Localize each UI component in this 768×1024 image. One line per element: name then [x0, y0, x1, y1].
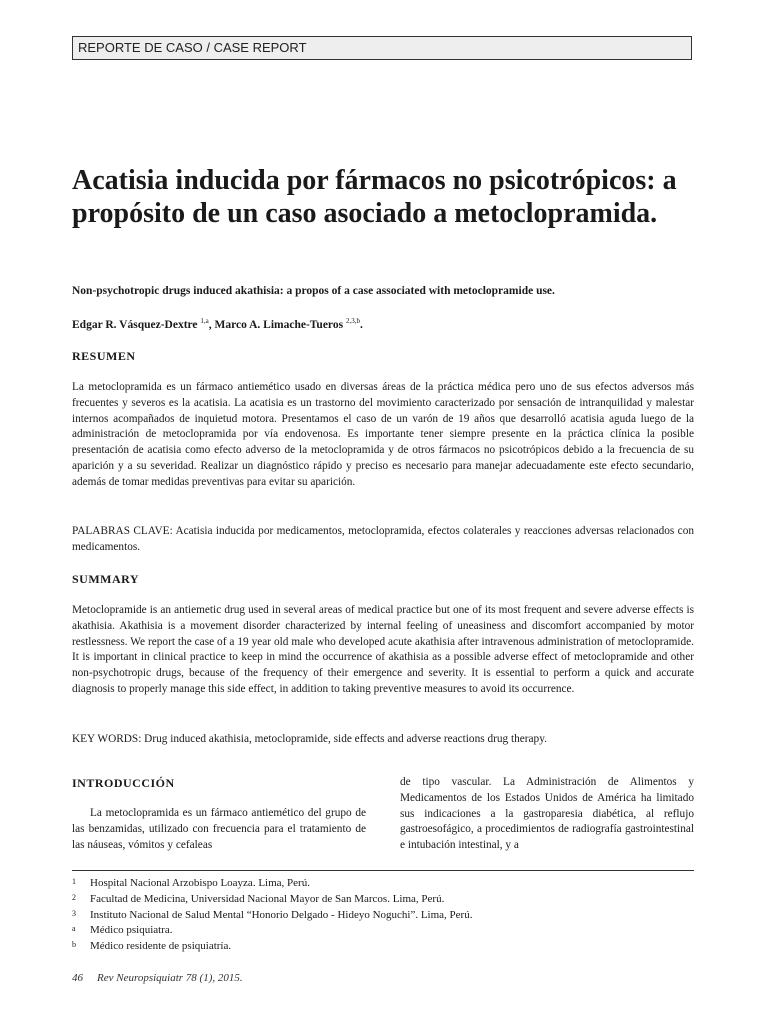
journal-citation: Rev Neuropsiquiatr 78 (1), 2015.	[97, 972, 243, 984]
footnote-mark: 2	[72, 892, 76, 902]
footnote-mark: a	[72, 924, 76, 934]
english-subtitle: Non-psychotropic drugs induced akathisia: a propos of a case associated with metoclopramide use.	[72, 285, 555, 297]
author-list	[72, 317, 702, 331]
affiliation-marker: 1,a	[200, 317, 209, 325]
page-number: 46	[72, 972, 83, 984]
footnote-text: Instituto Nacional de Salud Mental “Honorio Delgado - Hideyo Noguchi”. Lima, Perú.	[90, 908, 473, 921]
footnote-text: Médico residente de psiquiatría.	[90, 940, 232, 953]
resumen-text: La metoclopramida es un fármaco antiemético usado en diversas áreas de la práctica médica pero uno de sus efectos adversos más frecuentes y severos es la acatisia. La acatisia es un trastorno del movimiento caracterizado por sensación de intranquilidad y malestar internos acompañados de inquietud motora. Presentamos el caso de un varón de 19 años que desarrolló acatisia aguda luego de la administración de metoclopramida por vía endovenosa. Es importante tener siempre presente en la práctica clínica la posible presentación de acatisia como efecto adverso de la metoclopramida y de otros fármacos no psicotrópicos debido a la frecuencia de su aparición y a su severidad. Realizar un diagnóstico rápido y preciso es necesario para manejar adecuadamente este efecto secundario, además de tomar medidas preventivas para evitar su aparición.	[72, 381, 694, 488]
footnote-item	[72, 908, 694, 924]
article-title: Acatisia inducida por fármacos no psicotrópicos: a propósito de un caso asociado a metoclopramida.	[72, 165, 677, 229]
summary-text: Metoclopramide is an antiemetic drug used in several areas of medical practice but one of its most frequent and severe adverse effects is akathisia. Akathisia is a movement disorder characterized by internal feeling of uneasiness and discomfort accompanied by motor restlessness. We report the case of a 19 year old male who developed acute akathisia after intravenous administration of metoclopramide. It is important in clinical practice to keep in mind the occurrence of akathisia as a possible adverse effect of metoclopramide and other non-psychotropic drugs, because of the frequency of their emergence and severity. It is essential to perform a quick and accurate diagnosis to properly manage this side effect, in addition to taking preventive measures to avoid its occurrence.	[72, 604, 694, 695]
key-words: KEY WORDS: Drug induced akathisia, metoclopramide, side effects and adverse reactions drug therapy.	[72, 733, 547, 745]
footnote-text: Médico psiquiatra.	[90, 924, 173, 937]
author-list-end: .	[359, 318, 363, 331]
affiliation-marker: 2,3,b	[345, 317, 360, 325]
footnote-divider	[72, 870, 694, 871]
footnotes	[72, 876, 694, 955]
footnote-mark: b	[72, 940, 76, 950]
footnote-mark: 1	[72, 877, 76, 886]
footnote-mark: 3	[72, 908, 76, 918]
summary-heading: SUMMARY	[72, 572, 140, 586]
footnote-item	[72, 876, 694, 892]
footnote-text: Facultad de Medicina, Universidad Nacional Mayor de San Marcos. Lima, Perú.	[90, 892, 445, 905]
footnote-item	[72, 923, 694, 939]
introduccion-column-2: de tipo vascular. La Administración de Alimentos y Medicamentos de los Estados Unidos de América ha limitado sus indicaciones a la gastroparesia diabética, al reflujo gastroesofágico, a procedimientos de radiografía gastrointestinal e intubación intestinal, y a	[400, 776, 694, 852]
page-footer	[72, 972, 243, 984]
author-name: Edgar R. Vásquez-Dextre	[72, 318, 198, 331]
resumen-heading: RESUMEN	[72, 349, 136, 363]
author-name: Marco A. Limache-Tueros	[214, 318, 344, 331]
section-label: REPORTE DE CASO / CASE REPORT	[72, 36, 692, 60]
author-separator: ,	[208, 318, 215, 331]
palabras-clave: PALABRAS CLAVE: Acatisia inducida por medicamentos, metoclopramida, efectos colaterales y reacciones adversas relacionados con medicamentos.	[72, 525, 694, 553]
footnote-item	[72, 892, 694, 908]
introduccion-heading: INTRODUCCIÓN	[72, 776, 175, 790]
footnote-text: Hospital Nacional Arzobispo Loayza. Lima, Perú.	[90, 877, 310, 889]
introduccion-column-1: La metoclopramida es un fármaco antiemético del grupo de las benzamidas, utilizado con frecuencia para el tratamiento de las náuseas, vómitos y cefaleas	[72, 807, 366, 851]
footnote-item	[72, 939, 694, 955]
